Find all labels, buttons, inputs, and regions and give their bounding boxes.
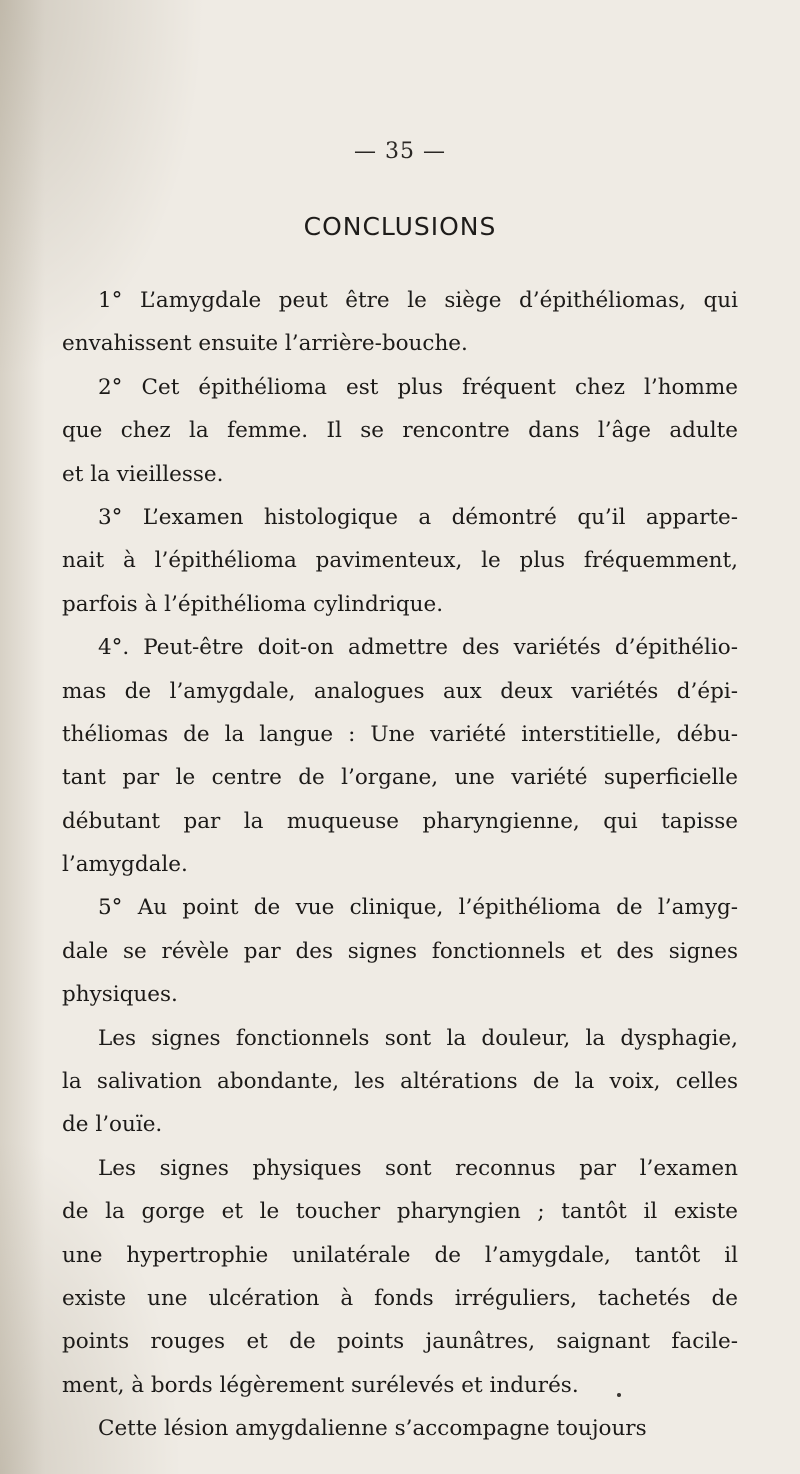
text-line: envahissent ensuite l’arrière-bouche. bbox=[62, 331, 468, 357]
text-line: ment, à bords légèrement surélevés et indurés. bbox=[62, 1372, 579, 1398]
text-line: parfois à l’épithélioma cylindrique. bbox=[62, 591, 444, 617]
text-line: de la gorge et le toucher pharyngien ; tantôt il existe bbox=[62, 1199, 738, 1225]
text-line: Les signes fonctionnels sont la douleur, la dysphagie, bbox=[98, 1025, 738, 1051]
text-line: mas de l’amygdale, analogues aux deux variétés d’épi- bbox=[62, 678, 738, 704]
text-line: 5° Au point de vue clinique, l’épithélioma de l’amyg- bbox=[98, 895, 738, 921]
text-line: 4°. Peut-être doit-on admettre des variétés d’épithélio- bbox=[98, 635, 738, 661]
text-line: de l’ouïe. bbox=[62, 1112, 163, 1138]
text-line: 2° Cet épithélioma est plus fréquent chez l’homme bbox=[98, 374, 738, 400]
text-line: une hypertrophie unilatérale de l’amygdale, tantôt il bbox=[62, 1242, 738, 1268]
ink-speck bbox=[617, 1393, 621, 1397]
text-line: 1° L’amygdale peut être le siège d’épithéliomas, qui bbox=[98, 288, 738, 313]
text-line: dale se révèle par des signes fonctionnels et des signes bbox=[62, 938, 738, 964]
text-line: physiques. bbox=[62, 982, 178, 1008]
section-title: CONCLUSIONS bbox=[303, 212, 497, 241]
text-line: Cette lésion amygdalienne s’accompagne toujours bbox=[98, 1416, 647, 1442]
text-line: théliomas de la langue : Une variété interstitielle, débu- bbox=[62, 721, 738, 747]
body-text bbox=[62, 279, 738, 1451]
text-line: la salivation abondante, les altérations de la voix, celles bbox=[62, 1069, 738, 1095]
text-line: tant par le centre de l’organe, une variété superficielle bbox=[62, 765, 738, 791]
text-line: points rouges et de points jaunâtres, saignant facile- bbox=[62, 1329, 738, 1355]
text-line: Les signes physiques sont reconnus par l’examen bbox=[98, 1155, 738, 1181]
page-number: — 35 — bbox=[354, 139, 446, 164]
text-line: et la vieillesse. bbox=[62, 461, 224, 487]
text-line: existe une ulcération à fonds irréguliers, tachetés de bbox=[62, 1285, 738, 1311]
text-line: que chez la femme. Il se rencontre dans l’âge adulte bbox=[62, 418, 738, 444]
text-line: l’amygdale. bbox=[62, 852, 188, 878]
text-line: nait à l’épithélioma pavimenteux, le plus fréquemment, bbox=[62, 548, 738, 574]
text-line: 3° L’examen histologique a démontré qu’il apparte- bbox=[98, 504, 738, 530]
text-line: débutant par la muqueuse pharyngienne, qui tapisse bbox=[62, 808, 738, 834]
